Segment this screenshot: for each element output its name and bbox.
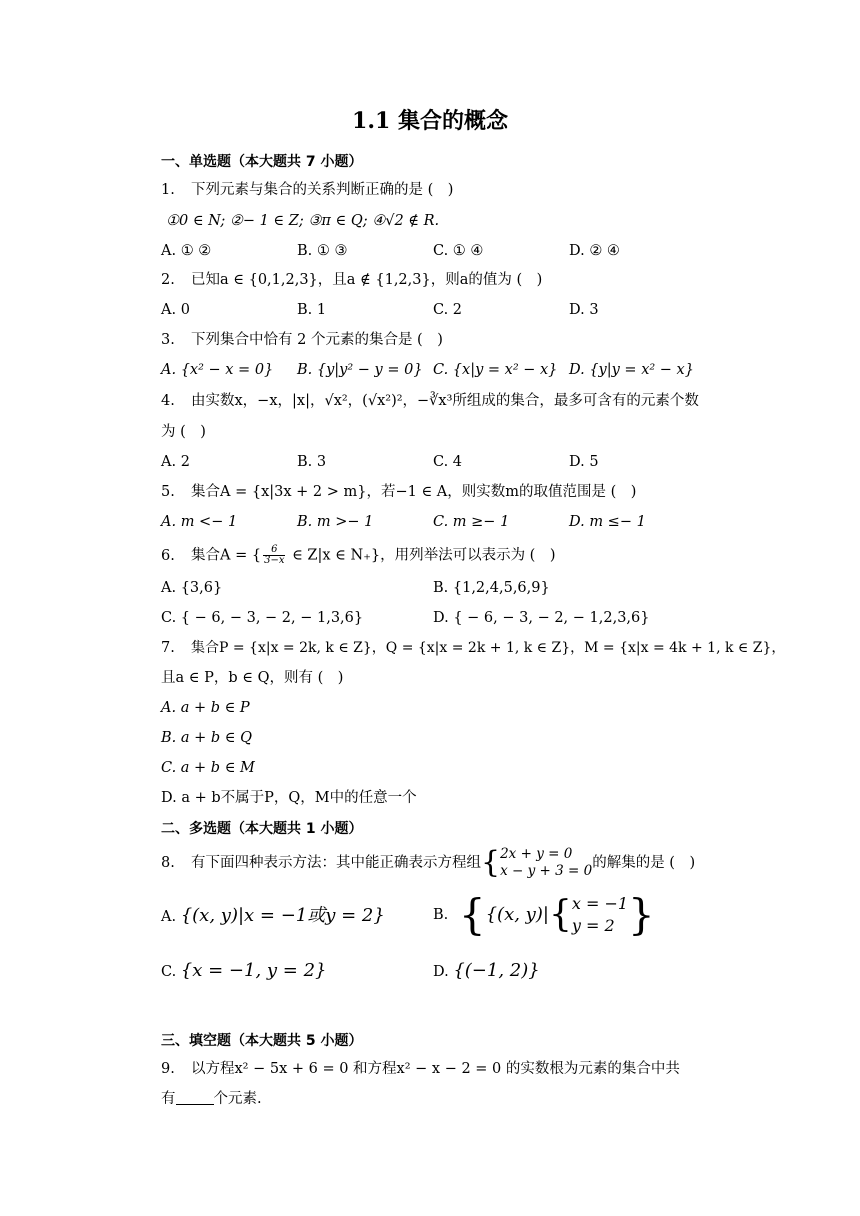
- option-a: A. m <− 1: [161, 514, 238, 530]
- fraction-numerator: 6: [263, 545, 285, 556]
- question-2: [161, 270, 542, 290]
- question-number: 2.: [161, 272, 175, 288]
- option-b: B. 1: [297, 302, 327, 318]
- answer-blank[interactable]: [176, 1090, 214, 1105]
- question-text: 下列集合中恰有 2 个元素的集合是 ( ): [191, 332, 443, 348]
- text-before-blank: 有: [161, 1091, 176, 1107]
- question-7-continued: 且a ∈ P，b ∈ Q，则有 ( ): [161, 670, 344, 686]
- option-c: C. a + b ∈ M: [161, 760, 255, 776]
- option-d: D. m ≤− 1: [569, 514, 646, 530]
- question-text: 由实数x，−x，|x|，√x²，(√x²)²，−∛x³所组成的集合，最多可含有的元素个数: [191, 393, 699, 409]
- inner-brace-icon: {: [548, 894, 572, 935]
- question-text: 集合P = {x|x = 2k, k ∈ Z}，Q = {x|x = 2k + 1, k ∈ Z}，M = {x|x = 4k + 1, k ∈ Z}，: [191, 640, 786, 656]
- option-b: B. {y|y² − y = 0}: [297, 362, 423, 378]
- fraction-denominator: 3−x: [264, 555, 285, 566]
- question-1-statements: ①0 ∈ N; ②− 1 ∈ Z; ③π ∈ Q; ④√2 ∉ R.: [166, 213, 440, 229]
- question-text-end: 的解集的是 ( ): [592, 855, 696, 871]
- question-number: 9.: [161, 1061, 175, 1077]
- page-title: 1.1 集合的概念: [352, 108, 508, 134]
- option-c: C. ① ④: [433, 243, 484, 259]
- option-b: B. a + b ∈ Q: [161, 730, 253, 746]
- option-c: C. 4: [433, 454, 463, 470]
- option-c: C. 2: [433, 302, 463, 318]
- option-b: B. m >− 1: [297, 514, 374, 530]
- section-heading-multiple-choice: 二、多选题（本大题共 1 小题）: [161, 821, 363, 837]
- equation-lines: [500, 846, 592, 880]
- question-7: [161, 638, 785, 658]
- question-4-continued: 为 ( ): [161, 424, 206, 440]
- option-content: {(x, y)|x = −1或y = 2}: [180, 905, 385, 926]
- question-9-continued: [161, 1089, 262, 1109]
- option-b: B. {1,2,4,5,6,9}: [433, 580, 550, 596]
- question-8: [161, 846, 695, 880]
- question-number: 5.: [161, 484, 175, 500]
- option-label: D.: [433, 964, 449, 980]
- option-a: A. ① ②: [161, 243, 212, 259]
- fraction: [263, 545, 285, 566]
- option-c: [161, 961, 327, 982]
- option-c: C. {x|y = x² − x}: [433, 362, 558, 378]
- option-label: C.: [161, 964, 177, 980]
- question-number: 4.: [161, 393, 175, 409]
- option-d: D. { − 6, − 3, − 2, − 1,2,3,6}: [433, 610, 650, 626]
- question-text: 集合A = {x|3x + 2 > m}，若−1 ∈ A，则实数m的取值范围是 ( ): [191, 484, 637, 500]
- right-brace-icon: }: [628, 890, 655, 939]
- question-number: 7.: [161, 640, 175, 656]
- question-number: 6.: [161, 547, 175, 564]
- question-number: 8.: [161, 855, 175, 871]
- option-a: A. 2: [161, 454, 190, 470]
- question-text-end: ∈ Z|x ∈ N₊}，用列举法可以表示为 ( ): [287, 547, 556, 564]
- option-b: B. 3: [297, 454, 327, 470]
- option-b: B. ① ③: [297, 243, 348, 259]
- option-a: [161, 906, 385, 927]
- question-4: [161, 391, 699, 411]
- equation-2: x − y + 3 = 0: [500, 863, 593, 879]
- option-content: {(−1, 2)}: [453, 960, 540, 981]
- equation-1: 2x + y = 0: [500, 846, 573, 862]
- option-d: D. a + b不属于P，Q，M中的任意一个: [161, 790, 417, 806]
- option-system: [572, 893, 628, 937]
- option-label: B.: [433, 907, 449, 923]
- question-number: 3.: [161, 332, 175, 348]
- option-a: A. a + b ∈ P: [161, 700, 250, 716]
- option-equation-2: y = 2: [571, 916, 615, 935]
- option-d: D. {y|y = x² − x}: [569, 362, 694, 378]
- option-d: D. 3: [569, 302, 599, 318]
- option-c: C. m ≥− 1: [433, 514, 510, 530]
- option-b: [433, 890, 655, 939]
- question-text: 以方程x² − 5x + 6 = 0 和方程x² − x − 2 = 0 的实数根为元素的集合中共: [191, 1061, 680, 1077]
- option-d: D. ② ④: [569, 243, 620, 259]
- option-set-prefix: {(x, y)|: [485, 904, 549, 925]
- question-1: [161, 180, 453, 200]
- option-d: D. 5: [569, 454, 599, 470]
- option-label: A.: [161, 909, 177, 925]
- text-after-blank: 个元素.: [213, 1091, 262, 1107]
- option-a: A. {x² − x = 0}: [161, 362, 274, 378]
- section-heading-fill-in: 三、填空题（本大题共 5 小题）: [161, 1033, 363, 1049]
- question-text-start: 有下面四种表示方法：其中能正确表示方程组: [191, 855, 481, 871]
- option-a: A. {3,6}: [161, 580, 223, 596]
- question-text-start: 集合A = {: [191, 547, 262, 564]
- left-brace-icon: {: [481, 845, 501, 880]
- equation-system: [481, 846, 592, 880]
- option-equation-1: x = −1: [571, 894, 629, 913]
- option-c: C. { − 6, − 3, − 2, − 1,3,6}: [161, 610, 364, 626]
- question-text: 下列元素与集合的关系判断正确的是 ( ): [191, 182, 454, 198]
- question-3: [161, 330, 443, 350]
- question-6: [161, 545, 556, 566]
- option-a: A. 0: [161, 302, 190, 318]
- section-heading-single-choice: 一、单选题（本大题共 7 小题）: [161, 154, 363, 170]
- question-9: [161, 1059, 680, 1079]
- option-content: {x = −1, y = 2}: [180, 960, 327, 981]
- question-5: [161, 482, 636, 502]
- question-number: 1.: [161, 182, 175, 198]
- left-brace-icon: {: [458, 890, 486, 939]
- question-text: 已知a ∈ {0,1,2,3}，且a ∉ {1,2,3}，则a的值为 ( ): [191, 272, 543, 288]
- option-d: [433, 961, 540, 982]
